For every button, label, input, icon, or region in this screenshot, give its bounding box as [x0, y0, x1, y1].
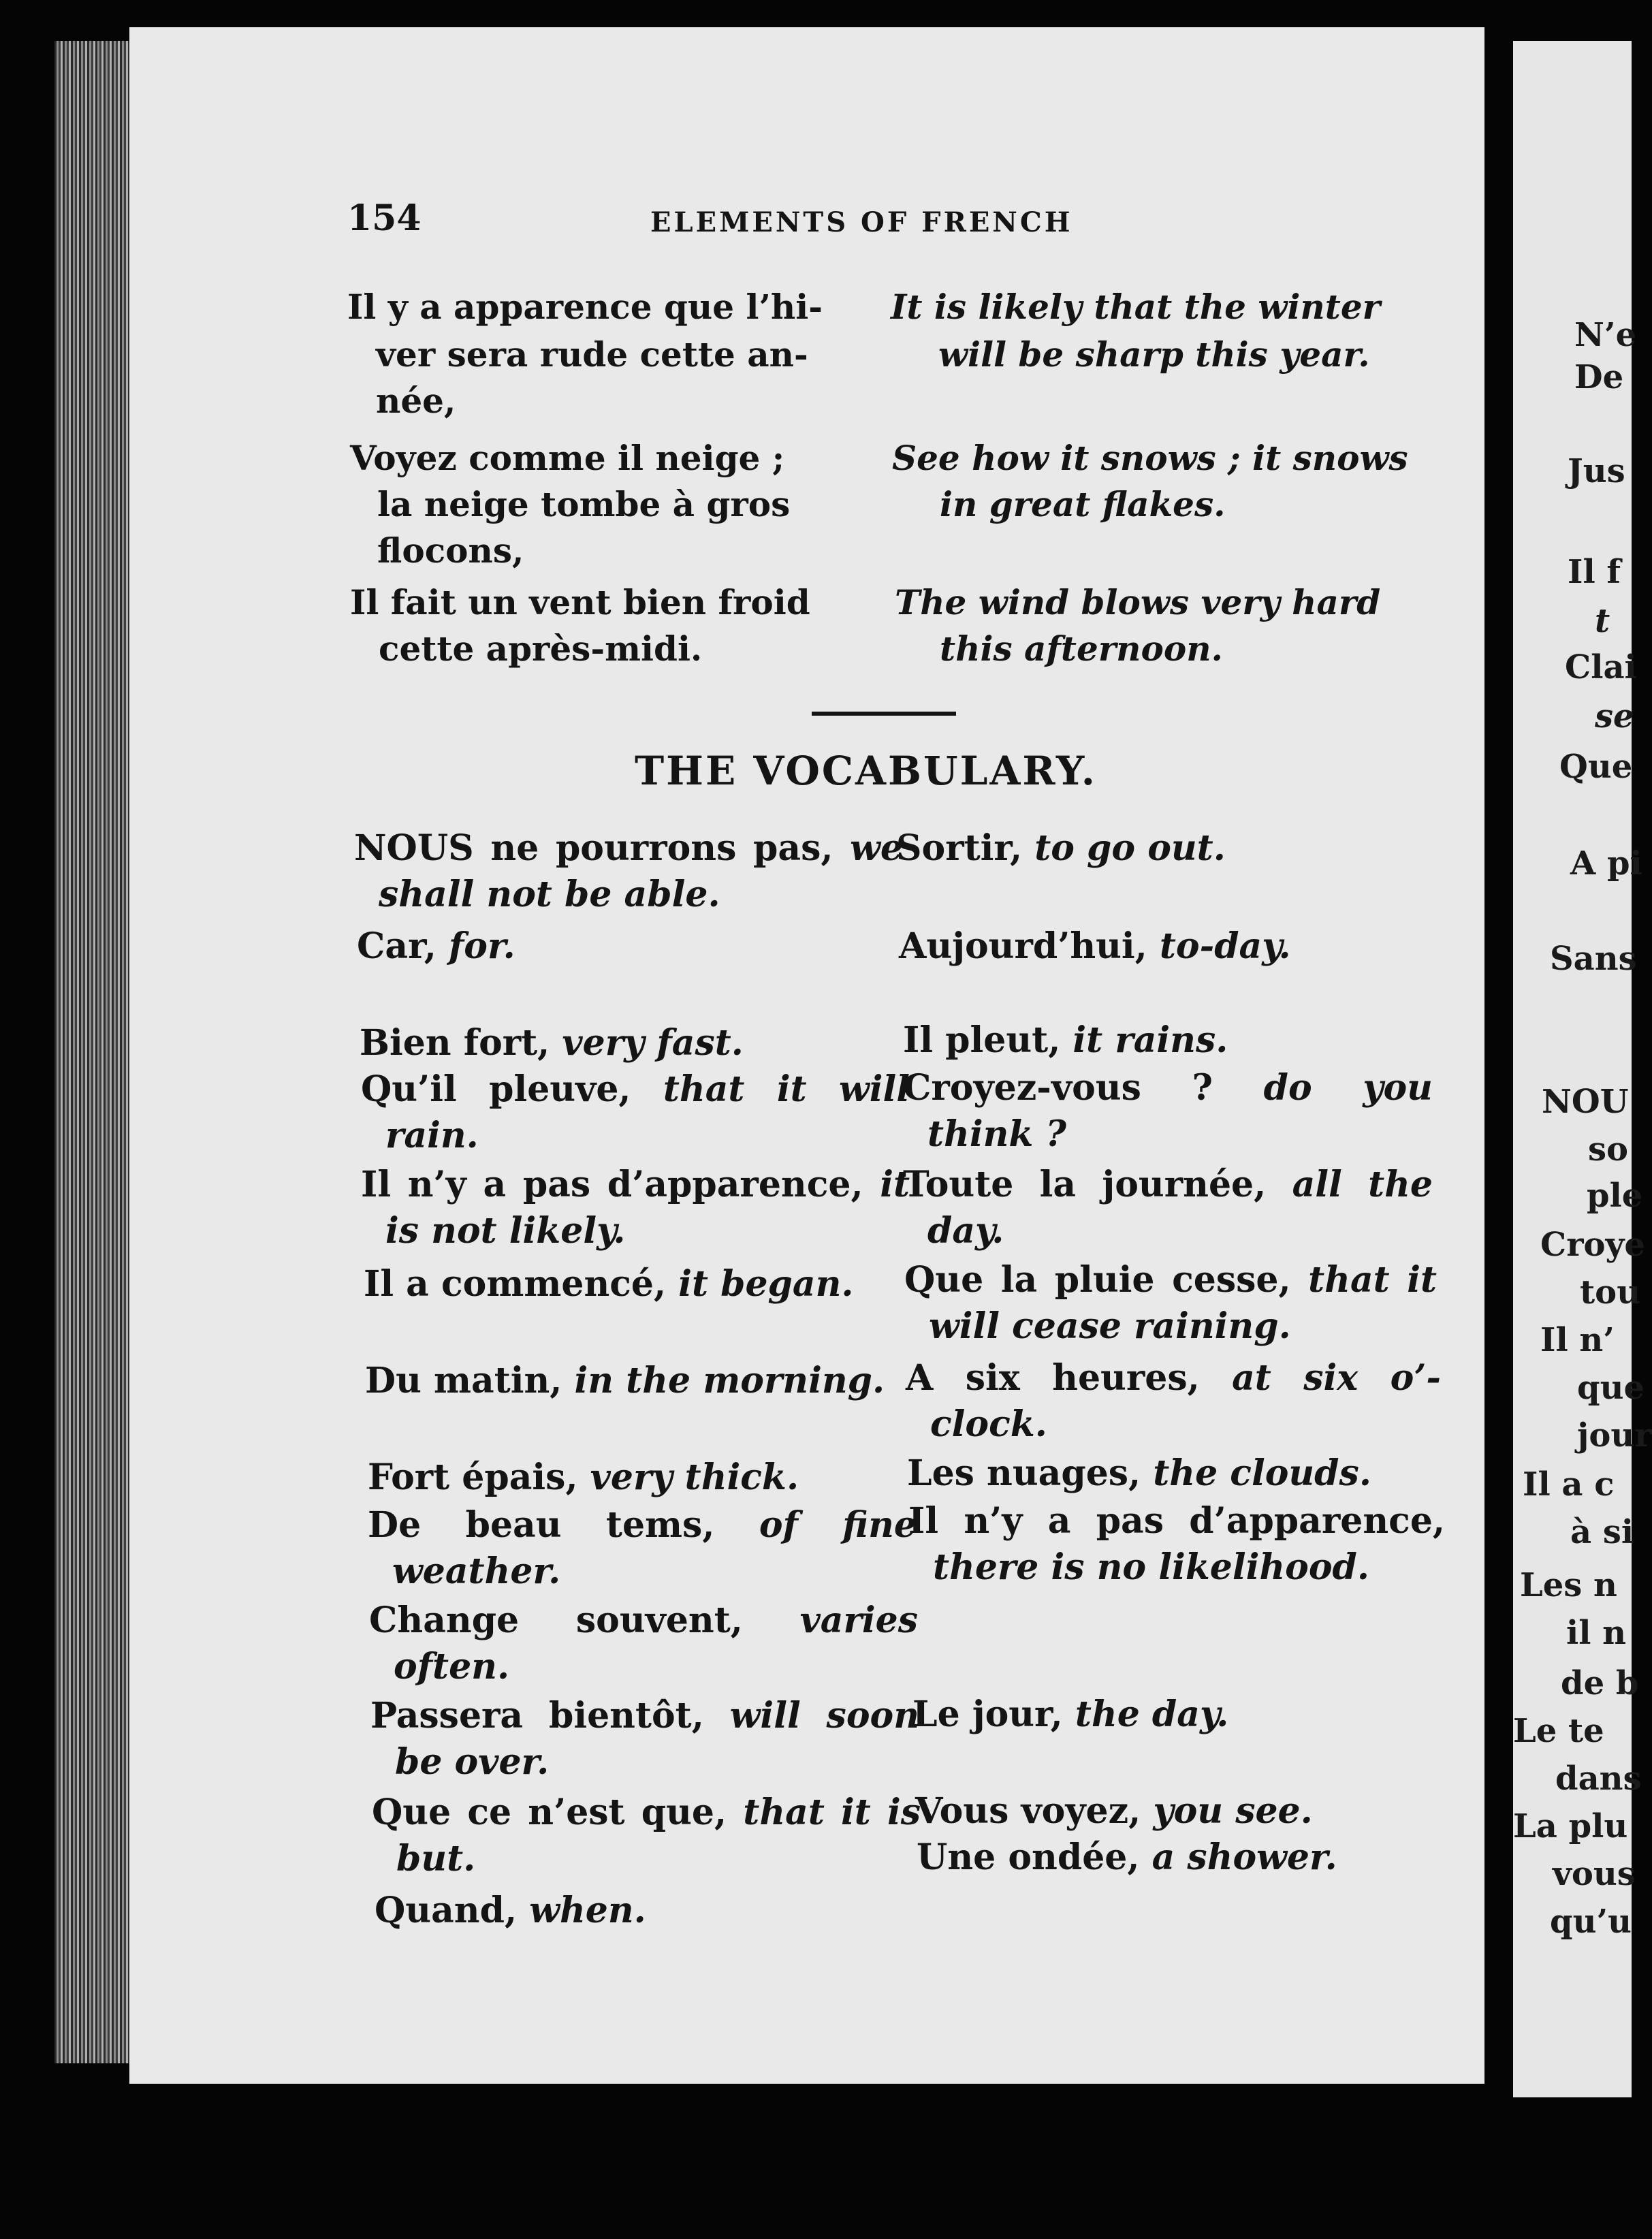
vocab-fr: Toute la journée,: [903, 1164, 1267, 1205]
dialogue-fr-line: Il fait un vent bien froid: [350, 582, 810, 622]
vocab-entry: [365, 1358, 914, 1404]
vocab-en: the clouds.: [1153, 1452, 1371, 1494]
vocab-entry: [912, 1692, 1455, 1738]
vocab-fr: Que la pluie cesse,: [904, 1259, 1291, 1301]
vocab-en: to go out.: [1034, 827, 1226, 869]
vocab-en: you see.: [1153, 1790, 1313, 1832]
facing-fragment: à si: [1570, 1513, 1634, 1551]
vocab-entry: [364, 1261, 912, 1307]
dialogue-fr-line: Il y a apparence que l’hi-: [347, 287, 823, 327]
vocab-entry: [917, 1835, 1459, 1881]
vocab-en: there is no likelihood.: [933, 1546, 1369, 1588]
vocab-fr: Vous voyez,: [915, 1790, 1141, 1832]
facing-fragment: il n: [1566, 1614, 1627, 1652]
facing-fragment: Jus: [1568, 452, 1625, 490]
vocab-fr: A six heures,: [906, 1357, 1200, 1399]
dialogue-en-line: The wind blows very hard: [895, 582, 1381, 622]
facing-fragment: tou: [1580, 1273, 1641, 1312]
vocab-entry: [372, 1790, 921, 1882]
facing-fragment: de b: [1561, 1664, 1639, 1702]
dialogue-fr-line: née,: [376, 381, 456, 421]
vocab-en: it is not likely.: [385, 1164, 910, 1252]
vocab-entry: [354, 825, 903, 918]
vocab-en: very fast.: [562, 1022, 744, 1064]
vocab-entry: [908, 1498, 1445, 1591]
vocab-entry: [896, 825, 1448, 872]
facing-fragment: Il f: [1568, 553, 1621, 591]
vocab-entry: [907, 1450, 1449, 1497]
vocab-fr: Aujourd’hui,: [899, 925, 1147, 967]
vocab-en: that it will rain.: [385, 1068, 910, 1156]
vocab-fr: Fort épais,: [368, 1457, 578, 1498]
section-rule: [812, 712, 956, 716]
facing-fragment: que: [1577, 1369, 1645, 1407]
vocab-fr: De beau tems,: [368, 1504, 715, 1546]
dialogue-fr-line: la neige tombe à gros: [377, 484, 791, 524]
vocab-en: very thick.: [590, 1457, 799, 1498]
vocab-entry: [361, 1162, 910, 1254]
vocab-fr: Sortir,: [896, 827, 1023, 869]
dialogue-fr-line: Voyez comme il neige ;: [350, 438, 785, 478]
vocab-fr: Passera bientôt,: [370, 1695, 704, 1736]
vocab-entry: [368, 1502, 917, 1595]
facing-fragment: so: [1588, 1130, 1629, 1169]
vocab-entry: [361, 1066, 910, 1159]
facing-fragment: Les n: [1520, 1566, 1617, 1604]
vocab-entry: [357, 923, 906, 970]
vocab-fr: Il n’y a pas d’apparence,: [361, 1164, 863, 1205]
page-edges: [54, 41, 129, 2063]
facing-fragment: qu’u: [1550, 1903, 1632, 1941]
facing-page: [1513, 41, 1652, 2097]
vocab-en: will soon be over.: [395, 1695, 919, 1783]
vocab-en: it rains.: [1073, 1019, 1228, 1061]
vocab-fr: Change souvent,: [369, 1600, 743, 1641]
vocab-en: a shower.: [1151, 1837, 1337, 1878]
vocab-en: at six o’-clock.: [930, 1357, 1441, 1445]
vocab-fr: Car,: [357, 925, 436, 967]
vocab-en: we shall not be able.: [379, 827, 903, 915]
vocab-entry: [899, 923, 1450, 970]
vocab-fr: Les nuages,: [907, 1452, 1141, 1494]
vocab-entry: [903, 1162, 1433, 1254]
vocab-entry: [903, 1017, 1455, 1064]
vocab-entry: [903, 1065, 1433, 1158]
dialogue-fr-line: cette après-midi.: [379, 629, 703, 669]
vocab-fr: Quand,: [375, 1890, 518, 1931]
facing-fragment: NOU: [1542, 1083, 1629, 1121]
facing-fragment: se: [1595, 697, 1634, 735]
facing-fragment: dans: [1555, 1760, 1642, 1798]
vocab-en: all the day.: [927, 1164, 1433, 1252]
vocab-entry: [915, 1788, 1457, 1835]
vocab-entry: [368, 1455, 917, 1501]
vocab-en: of fine weather.: [392, 1504, 917, 1592]
dialogue-fr-line: flocons,: [377, 530, 524, 571]
facing-fragment: De: [1574, 358, 1624, 396]
vocab-fr: Croyez-vous ?: [903, 1067, 1213, 1109]
vocab-fr: Le jour,: [912, 1694, 1063, 1735]
vocab-entry: [360, 1020, 908, 1066]
vocab-entry: [369, 1598, 918, 1690]
dialogue-en-line: this afternoon.: [940, 629, 1223, 669]
facing-fragment: Clai: [1565, 648, 1637, 686]
facing-fragment: Que: [1559, 748, 1633, 786]
vocab-entry: [375, 1888, 923, 1934]
vocab-fr: Il a commencé,: [364, 1263, 667, 1305]
vocab-fr: Il n’y a pas d’apparence,: [908, 1500, 1445, 1542]
vocab-fr: Il pleut,: [903, 1019, 1061, 1061]
vocab-fr: Que ce n’est que,: [372, 1792, 727, 1833]
vocab-fr: Qu’il pleuve,: [361, 1068, 631, 1110]
facing-fragment: La plu: [1513, 1807, 1628, 1845]
facing-fragment: N’e: [1574, 316, 1637, 354]
vocab-fr: NOUS ne pourrons pas,: [354, 827, 833, 869]
vocab-en: that it is but.: [396, 1792, 921, 1879]
vocab-entry: [370, 1693, 919, 1785]
vocab-en: when.: [529, 1890, 646, 1931]
facing-fragment: ple: [1587, 1177, 1643, 1215]
dialogue-en-line: in great flakes.: [940, 484, 1226, 524]
facing-fragment: Il n’: [1540, 1321, 1615, 1359]
vocab-fr: Une ondée,: [917, 1837, 1140, 1878]
vocab-en: it began.: [678, 1263, 854, 1305]
facing-fragment: t: [1595, 602, 1610, 640]
facing-fragment: jour: [1577, 1416, 1652, 1455]
vocab-en: to-day.: [1159, 925, 1291, 967]
vocab-en: for.: [448, 925, 515, 967]
vocab-en: the day.: [1075, 1694, 1229, 1735]
vocab-en: in the morning.: [574, 1360, 885, 1401]
vocab-entry: [906, 1355, 1441, 1448]
book-gutter: [1484, 0, 1513, 2239]
vocabulary-title: THE VOCABULARY.: [635, 748, 1097, 794]
vocab-en: do you think ?: [927, 1067, 1433, 1155]
dialogue-en-line: will be sharp this year.: [938, 334, 1370, 375]
facing-fragment: Le te: [1513, 1712, 1604, 1750]
dialogue-fr-line: ver sera rude cette an-: [376, 334, 808, 375]
facing-fragment: Il a c: [1523, 1465, 1615, 1504]
dialogue-en-line: See how it snows ; it snows: [892, 438, 1408, 478]
facing-fragment: Croye: [1540, 1226, 1645, 1264]
vocab-fr: Du matin,: [365, 1360, 562, 1401]
vocab-en: varies often.: [394, 1600, 919, 1687]
facing-fragment: vous: [1553, 1855, 1636, 1893]
facing-fragment: A pi: [1570, 844, 1642, 883]
vocab-entry: [904, 1257, 1437, 1350]
running-title: ELEMENTS OF FRENCH: [650, 206, 1073, 238]
vocab-fr: Bien fort,: [360, 1022, 550, 1064]
facing-fragment: Sans: [1550, 940, 1637, 978]
vocab-en: that it will cease raining.: [929, 1259, 1437, 1347]
dialogue-en-line: It is likely that the winter: [891, 287, 1380, 327]
page-number: 154: [347, 197, 422, 239]
